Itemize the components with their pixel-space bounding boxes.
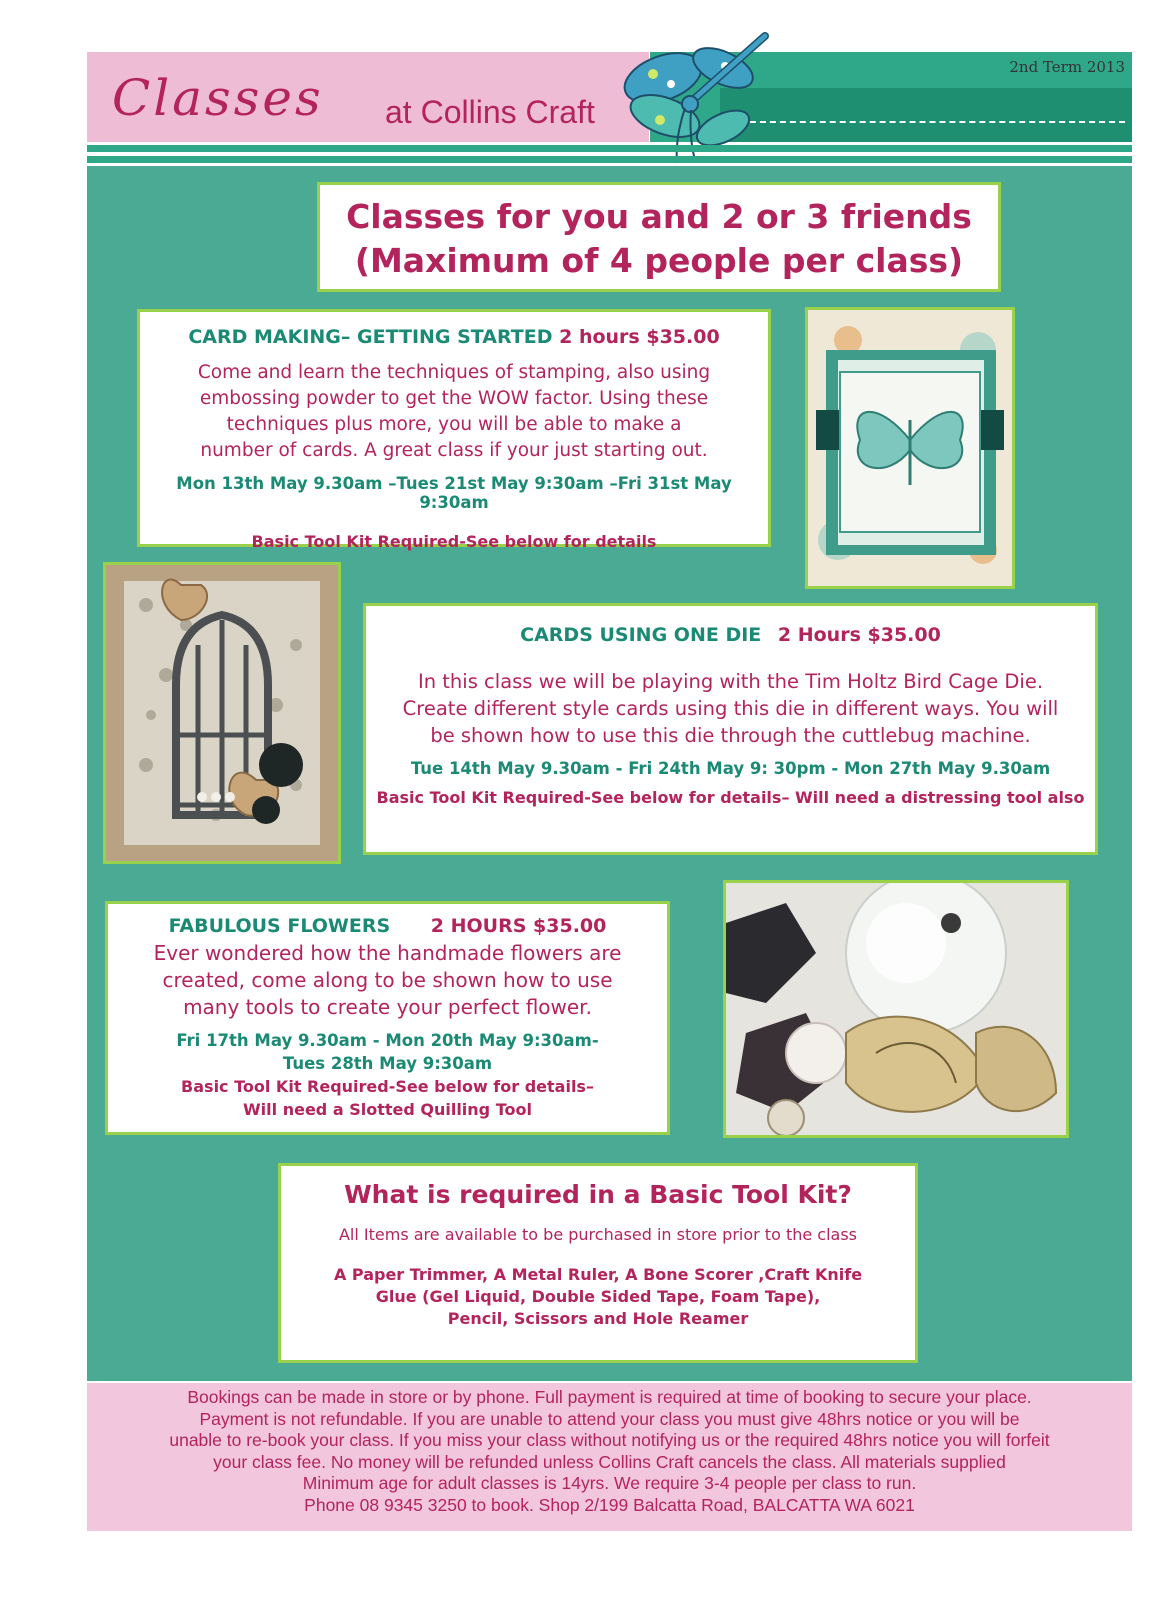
terms-line: Minimum age for adult classes is 14yrs. We require 3-4 people per class to run.: [302, 1473, 917, 1493]
class-kit-note: Basic Tool Kit Required-See below for details– Will need a distressing tool also: [376, 788, 1085, 807]
description-line: embossing powder to get the WOW factor. Using these: [199, 388, 709, 409]
class-dates: Tue 14th May 9.30am - Fri 24th May 9: 30pm - Mon 27th May 9.30am: [410, 759, 1051, 778]
terms-line: Payment is not refundable. If you are unable to attend your class you must give 48hrs notice or you will be: [199, 1408, 1020, 1429]
tool-kit-item: Pencil, Scissors and Hole Reamer: [447, 1309, 749, 1328]
class-dates: Mon 13th May 9.30am –Tues 21st May 9:30am –Fri 31st May 9:30am: [176, 474, 732, 512]
class-price: 2 HOURS $35.00: [430, 915, 607, 937]
class-card-making: [137, 309, 771, 551]
headline-line-1: Classes for you and 2 or 3 friends: [346, 197, 972, 236]
butterfly-card-photo: [805, 307, 1015, 589]
terms-line: unable to re-book your class. If you miss your class without notifying us or the required 48hrs notice you will forfeit: [169, 1430, 1050, 1450]
class-description: [140, 360, 768, 464]
header-stripe: [87, 156, 1132, 163]
description-line: Create different style cards using this die in different ways. You will: [402, 697, 1059, 720]
class-title-row: [140, 322, 768, 352]
class-fabulous-flowers: [105, 901, 670, 1135]
contact-line: Phone 08 9345 3250 to book. Shop 2/199 Balcatta Road, BALCATTA WA 6021: [304, 1494, 915, 1515]
class-description: [108, 940, 667, 1021]
description-line: Ever wondered how the handmade flowers are: [153, 941, 622, 965]
basic-tool-kit-box: [278, 1163, 918, 1363]
headline-box: [317, 182, 1001, 292]
page-subtitle: at Collins Craft: [385, 94, 595, 130]
class-kit-note: Basic Tool Kit Required-See below for details: [251, 532, 657, 551]
description-line: In this class we will be playing with the Tim Holtz Bird Cage Die.: [417, 670, 1044, 693]
description-line: many tools to create your perfect flower.: [183, 995, 592, 1019]
class-description: [366, 668, 1095, 749]
terms-line: Bookings can be made in store or by phone. Full payment is required at time of booking to secure your place.: [187, 1387, 1032, 1407]
description-line: Come and learn the techniques of stamping, also using: [197, 362, 711, 383]
class-title-row: [108, 912, 667, 940]
bird-cage-card-photo: [103, 562, 341, 864]
class-kit-note: [108, 1075, 667, 1121]
header-stripe: [87, 145, 1132, 152]
page-title: Classes: [112, 69, 324, 127]
description-line: techniques plus more, you will be able to make a: [226, 414, 682, 435]
tool-kit-items: [281, 1264, 915, 1330]
class-cards-one-die: [363, 603, 1098, 855]
class-title-row: [366, 620, 1095, 650]
term-label: 2nd Term 2013: [1009, 58, 1125, 76]
class-title: FABULOUS FLOWERS: [168, 915, 391, 937]
class-title: CARD MAKING– GETTING STARTED: [188, 326, 553, 348]
header-dashed-line: [730, 121, 1125, 123]
description-line: number of cards. A great class if your just starting out.: [200, 440, 708, 461]
booking-terms: [87, 1383, 1132, 1531]
description-line: created, come along to be shown how to use: [162, 968, 613, 992]
tool-kit-heading: What is required in a Basic Tool Kit?: [344, 1180, 852, 1209]
dates-line: Fri 17th May 9.30am - Mon 20th May 9:30am-: [176, 1031, 599, 1050]
tool-kit-item: Glue (Gel Liquid, Double Sided Tape, Foam Tape),: [375, 1287, 821, 1306]
dates-line: Tues 28th May 9:30am: [282, 1054, 493, 1073]
description-line: be shown how to use this die through the cuttlebug machine.: [430, 724, 1031, 747]
tool-kit-item: A Paper Trimmer, A Metal Ruler, A Bone Scorer ,Craft Knife: [333, 1265, 863, 1284]
kit-line: Basic Tool Kit Required-See below for details–: [181, 1077, 594, 1096]
class-title: CARDS USING ONE DIE: [520, 624, 762, 646]
tool-kit-note: All Items are available to be purchased in store prior to the class: [338, 1225, 858, 1244]
class-price: 2 Hours $35.00: [777, 624, 941, 646]
headline-line-2: (Maximum of 4 people per class): [354, 241, 964, 280]
kit-line: Will need a Slotted Quilling Tool: [243, 1100, 532, 1119]
class-price: 2 hours $35.00: [559, 326, 720, 348]
handmade-flowers-photo: [723, 880, 1069, 1138]
terms-line: your class fee. No money will be refunded unless Collins Craft cancels the class. All materials supplied: [213, 1451, 1006, 1472]
class-dates: [108, 1029, 667, 1075]
